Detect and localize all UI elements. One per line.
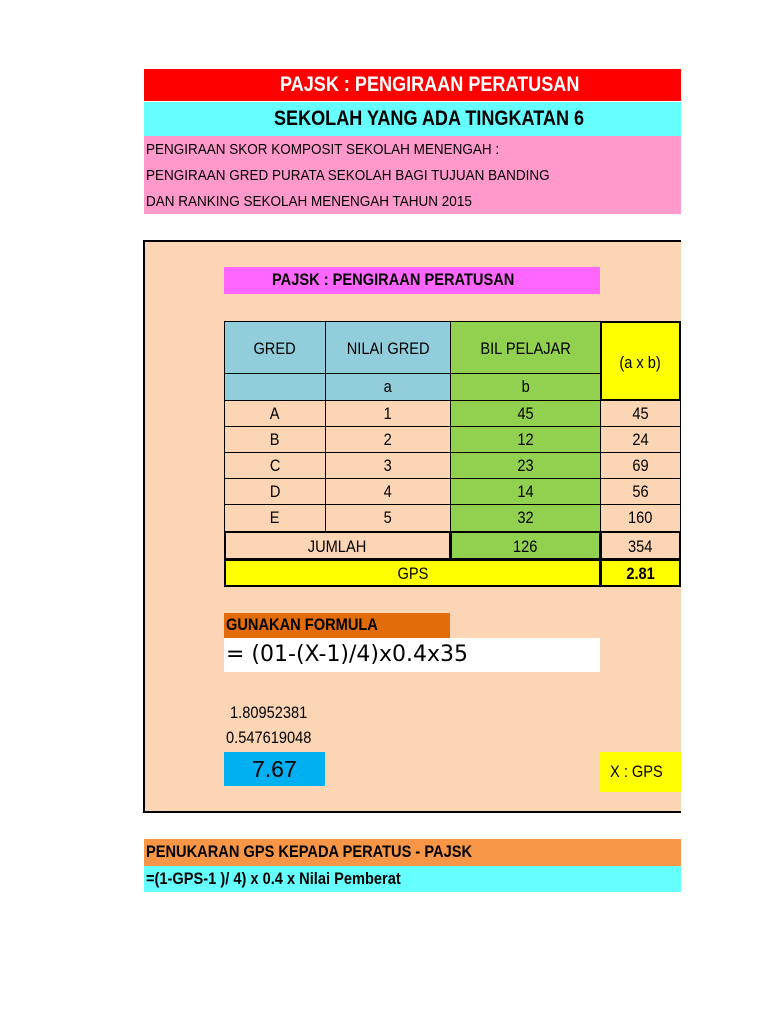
table-row-a-gred: A [224, 400, 326, 427]
formula-label: GUNAKAN FORMULA [226, 615, 378, 634]
conversion-formula: =(1-GPS-1 )/ 4) x 0.4 x Nilai Pemberat [146, 869, 401, 888]
header-gred: GRED [224, 321, 326, 374]
header-axb: (a x b) [600, 321, 681, 401]
table-row-b-bil: 12 [450, 426, 601, 453]
table-row-e-bil: 32 [450, 504, 601, 532]
table-row-a-axb: 45 [600, 400, 681, 427]
jumlah-label: JUMLAH [224, 531, 451, 560]
table-row-d-axb: 56 [600, 478, 681, 505]
conversion-banner [144, 839, 681, 866]
table-row-d-nilai: 4 [325, 478, 451, 505]
table-row-d-bil: 14 [450, 478, 601, 505]
header-nilai-gred: NILAI GRED [325, 321, 451, 374]
table-row-e-gred: E [224, 504, 326, 532]
panel-title-banner [224, 267, 600, 294]
calc-value-1: 1.80952381 [230, 703, 308, 722]
subheader-a: a [325, 373, 451, 401]
description-line-2: PENGIRAAN GRED PURATA SEKOLAH BAGI TUJUAN BANDING [146, 167, 550, 184]
result-value: 7.67 [252, 756, 297, 782]
table-row-c-axb: 69 [600, 452, 681, 479]
table-row-e-nilai: 5 [325, 504, 451, 532]
page-title: PAJSK : PENGIRAAN PERATUSAN [280, 73, 580, 96]
table-row-e-axb: 160 [600, 504, 681, 532]
panel-title: PAJSK : PENGIRAAN PERATUSAN [272, 270, 515, 289]
table-row-c-nilai: 3 [325, 452, 451, 479]
conversion-formula-banner [144, 866, 681, 892]
conversion-title: PENUKARAN GPS KEPADA PERATUS - PAJSK [146, 842, 473, 861]
table-row-b-gred: B [224, 426, 326, 453]
table-row-d-gred: D [224, 478, 326, 505]
title-banner [144, 69, 681, 101]
subheader-empty [224, 373, 326, 401]
jumlah-axb: 354 [600, 531, 681, 560]
table-row-c-gred: C [224, 452, 326, 479]
subtitle-banner [144, 102, 681, 136]
x-gps-note: X : GPS [610, 762, 663, 781]
formula-text: = (01-(X-1)/4)x0.4x35 [226, 642, 469, 667]
gps-value: 2.81 [600, 559, 681, 587]
result-box [224, 752, 325, 786]
x-gps-note-box [600, 752, 681, 792]
calc-value-2: 0.547619048 [226, 728, 312, 747]
subheader-b: b [450, 373, 601, 401]
table-row-b-axb: 24 [600, 426, 681, 453]
table-row-a-bil: 45 [450, 400, 601, 427]
table-row-c-bil: 23 [450, 452, 601, 479]
description-line-1: PENGIRAAN SKOR KOMPOSIT SEKOLAH MENENGAH : [146, 141, 500, 158]
formula-box [224, 638, 600, 672]
jumlah-bil: 126 [450, 531, 601, 560]
description-line-3: DAN RANKING SEKOLAH MENENGAH TAHUN 2015 [146, 193, 472, 210]
description-block [144, 136, 681, 214]
gps-label: GPS [224, 559, 601, 587]
formula-label-banner [224, 613, 450, 638]
header-bil-pelajar: BIL PELAJAR [450, 321, 601, 374]
table-row-a-nilai: 1 [325, 400, 451, 427]
page-subtitle: SEKOLAH YANG ADA TINGKATAN 6 [274, 107, 585, 130]
table-row-b-nilai: 2 [325, 426, 451, 453]
